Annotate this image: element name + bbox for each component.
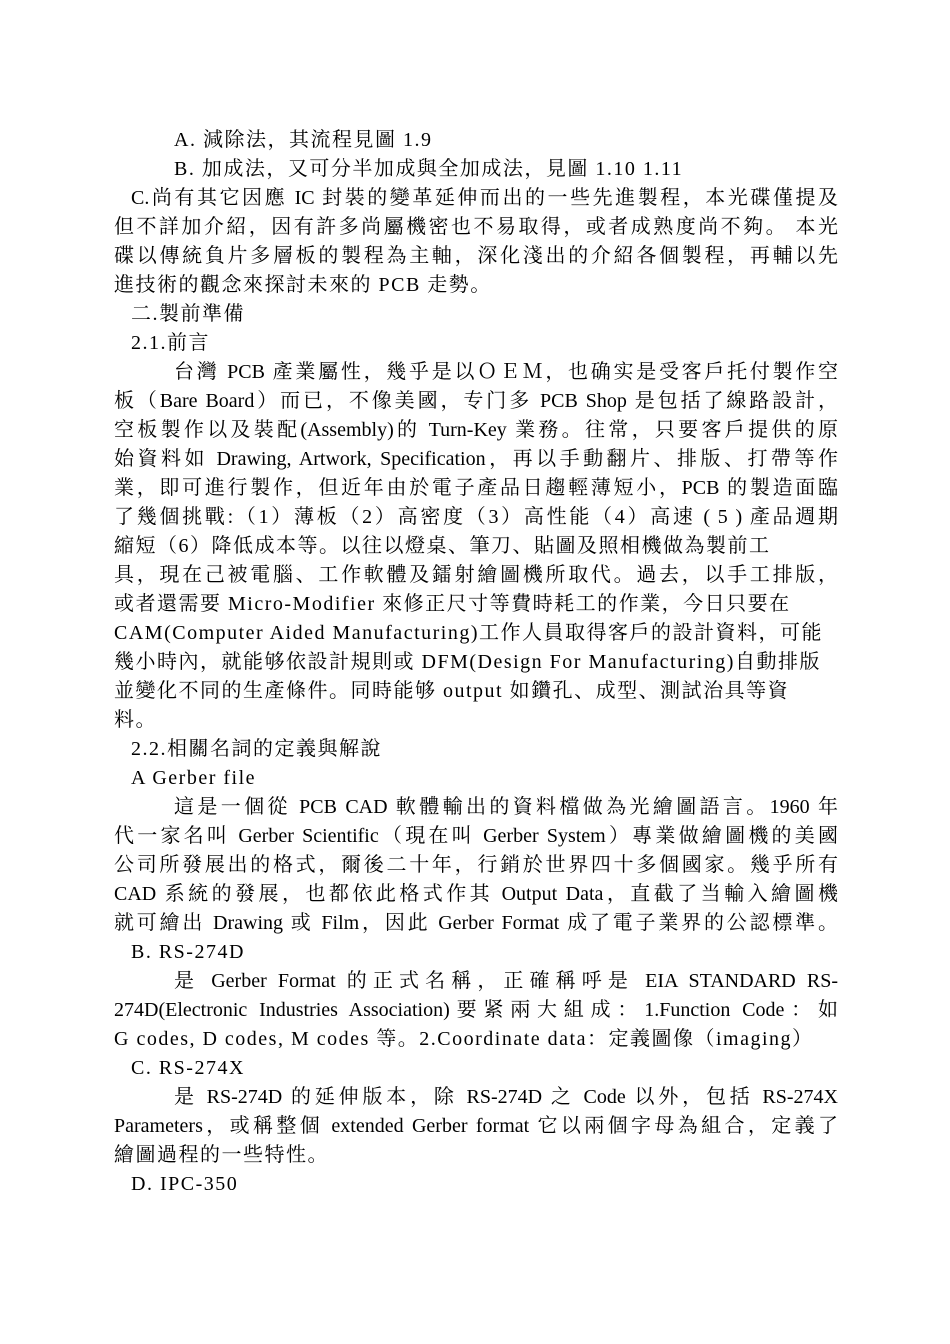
paragraph-line: 代一家名叫 Gerber Scientific（現在叫 Gerber System）專業做繪圖機的美國 [114, 825, 838, 847]
paragraph-line: CAM(Computer Aided Manufacturing)工作人員取得客戶的設計資料，可能 [114, 622, 823, 644]
section-heading: 二.製前準備 [131, 303, 245, 325]
paragraph-line: 業，即可進行製作，但近年由於電子產品日趨輕薄短小，PCB 的製造面臨 [114, 477, 838, 499]
paragraph-line: 或者還需要 Micro-Modifier 來修正尺寸等費時耗工的作業，今日只要在 [114, 593, 791, 615]
term-heading: C. RS-274X [131, 1057, 245, 1079]
method-additive: B. 加成法，又可分半加成與全加成法，見圖 1.10 1.11 [174, 158, 684, 180]
paragraph-line: 具，現在己被電腦、工作軟體及鐳射繪圖機所取代。過去，以手工排版， [114, 564, 838, 586]
paragraph-line: CAD 系統的發展，也都依此格式作其 Output Data，直截了当輸入繪圖機 [114, 883, 838, 905]
paragraph-line: Parameters，或稱整個 extended Gerber format 它以兩個字母為組合，定義了 [114, 1115, 838, 1137]
paragraph-line: 是 RS-274D 的延伸版本，除 RS-274D 之 Code 以外，包括 RS-274X [174, 1086, 838, 1108]
paragraph-line: 板（Bare Board）而已，不像美國，专门多 PCB Shop 是包括了線路設計， [114, 390, 838, 412]
paragraph-line: C.尚有其它因應 IC 封裝的變革延伸而出的一些先進製程，本光碟僅提及 [131, 187, 838, 209]
paragraph-line: 274D(Electronic Industries Association)要紧兩大組成：1.Function Code：如 [114, 999, 838, 1021]
paragraph-line: 台灣 PCB 產業屬性，幾乎是以ＯＥＭ，也确实是受客戶托付製作空 [174, 361, 838, 383]
paragraph-line: 就可繪出 Drawing 或 Film，因此 Gerber Format 成了電子業界的公認標準。 [114, 912, 838, 934]
paragraph-line: G codes, D codes, M codes 等。2.Coordinate data：定義圖像（imaging） [114, 1028, 814, 1050]
paragraph-line: 是 Gerber Format 的正式名稱，正確稱呼是 EIA STANDARD RS- [174, 970, 838, 992]
paragraph-line: 縮短（6）降低成本等。以往以燈桌、筆刀、貼圖及照相機做為製前工 [114, 535, 771, 557]
paragraph-line: 但不詳加介紹，因有許多尚屬機密也不易取得，或者成熟度尚不夠。 本光 [114, 216, 838, 238]
paragraph-line: 繪圖過程的一些特性。 [114, 1144, 329, 1166]
paragraph-line: 碟以傳統負片多層板的製程為主軸，深化淺出的介紹各個製程，再輔以先 [114, 245, 838, 267]
paragraph-line: 並變化不同的生產條件。同時能够 output 如鑽孔、成型、測試治具等資 [114, 680, 790, 702]
paragraph-line: 空板製作以及裝配(Assembly)的 Turn-Key 業務。往常，只要客戶提供的原 [114, 419, 838, 441]
paragraph-line: 始資料如 Drawing, Artwork, Specification，再以手動翻片、排版、打帶等作 [114, 448, 838, 470]
subsection-heading: 2.2.相關名詞的定義與解說 [131, 738, 382, 760]
paragraph-line: 幾小時內，就能够依設計規則或 DFM(Design For Manufacturing)自動排版 [114, 651, 821, 673]
term-heading: A Gerber file [131, 767, 257, 789]
method-subtractive: A. 減除法，其流程見圖 1.9 [174, 129, 433, 151]
paragraph-line: 了幾個挑戰:（1）薄板（2）高密度（3）高性能（4）高速 ( 5 ) 產品週期 [114, 506, 838, 528]
paragraph-line: 料。 [114, 709, 157, 731]
subsection-heading: 2.1.前言 [131, 332, 210, 354]
term-heading: D. IPC-350 [131, 1173, 239, 1195]
paragraph-line: 公司所發展出的格式，爾後二十年，行銷於世界四十多個國家。幾乎所有 [114, 854, 838, 876]
paragraph-line: 進技術的觀念來探討未來的 PCB 走勢。 [114, 274, 492, 296]
paragraph-line: 這是一個從 PCB CAD 軟體輸出的資料檔做為光繪圖語言。1960 年 [174, 796, 838, 818]
term-heading: B. RS-274D [131, 941, 245, 963]
